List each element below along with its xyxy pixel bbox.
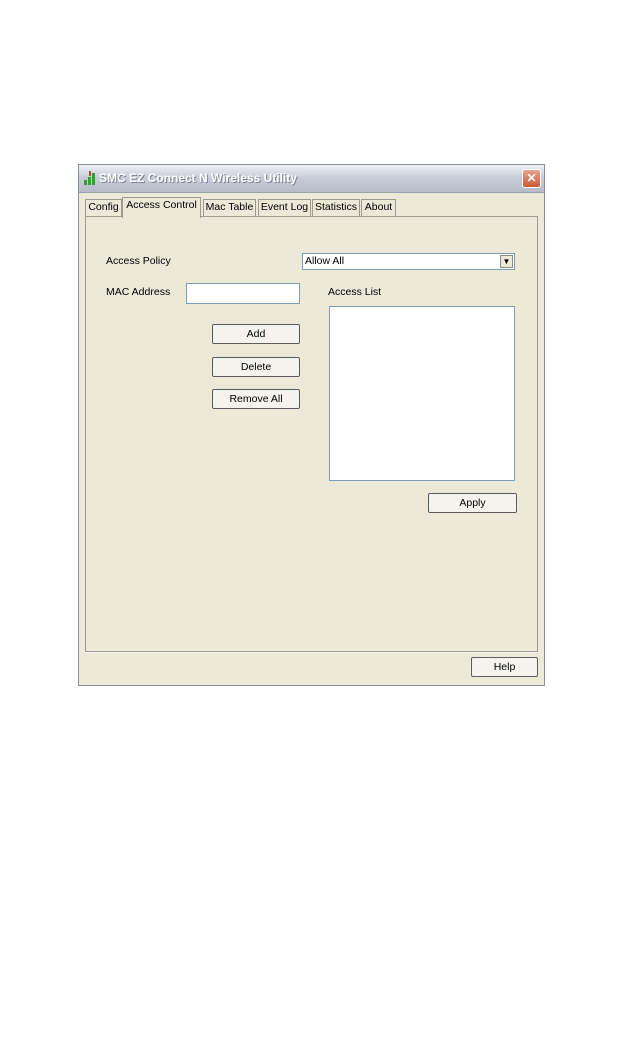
access-list-label: Access List (328, 286, 382, 298)
tab-access-control[interactable]: Access Control (122, 197, 201, 218)
tab-mac-table[interactable]: Mac Table (203, 199, 256, 216)
footer-divider (85, 651, 538, 653)
mac-address-input[interactable] (186, 283, 300, 304)
tab-statistics[interactable]: Statistics (312, 199, 360, 216)
tab-config[interactable]: Config (85, 199, 122, 216)
mac-address-label: MAC Address (106, 286, 171, 298)
close-icon: ✕ (526, 171, 537, 185)
apply-button[interactable]: Apply (428, 493, 517, 513)
access-policy-value: Allow All (305, 255, 345, 267)
utility-window (78, 164, 545, 686)
add-button[interactable]: Add (212, 324, 300, 344)
remove-all-button[interactable]: Remove All (212, 389, 300, 409)
help-button[interactable]: Help (471, 657, 538, 677)
access-control-page (85, 216, 538, 652)
tab-about[interactable]: About (361, 199, 396, 216)
delete-button[interactable]: Delete (212, 357, 300, 377)
close-button[interactable] (522, 169, 541, 188)
tab-event-log[interactable]: Event Log (258, 199, 311, 216)
access-policy-select[interactable] (302, 253, 515, 270)
wireless-signal-icon (83, 171, 97, 185)
title-bar[interactable] (79, 165, 544, 193)
access-policy-label: Access Policy (106, 255, 171, 267)
window-title: SMC EZ Connect N Wireless Utility (99, 171, 297, 185)
chevron-down-icon[interactable]: ▼ (500, 255, 513, 268)
access-list-box[interactable] (329, 306, 515, 481)
